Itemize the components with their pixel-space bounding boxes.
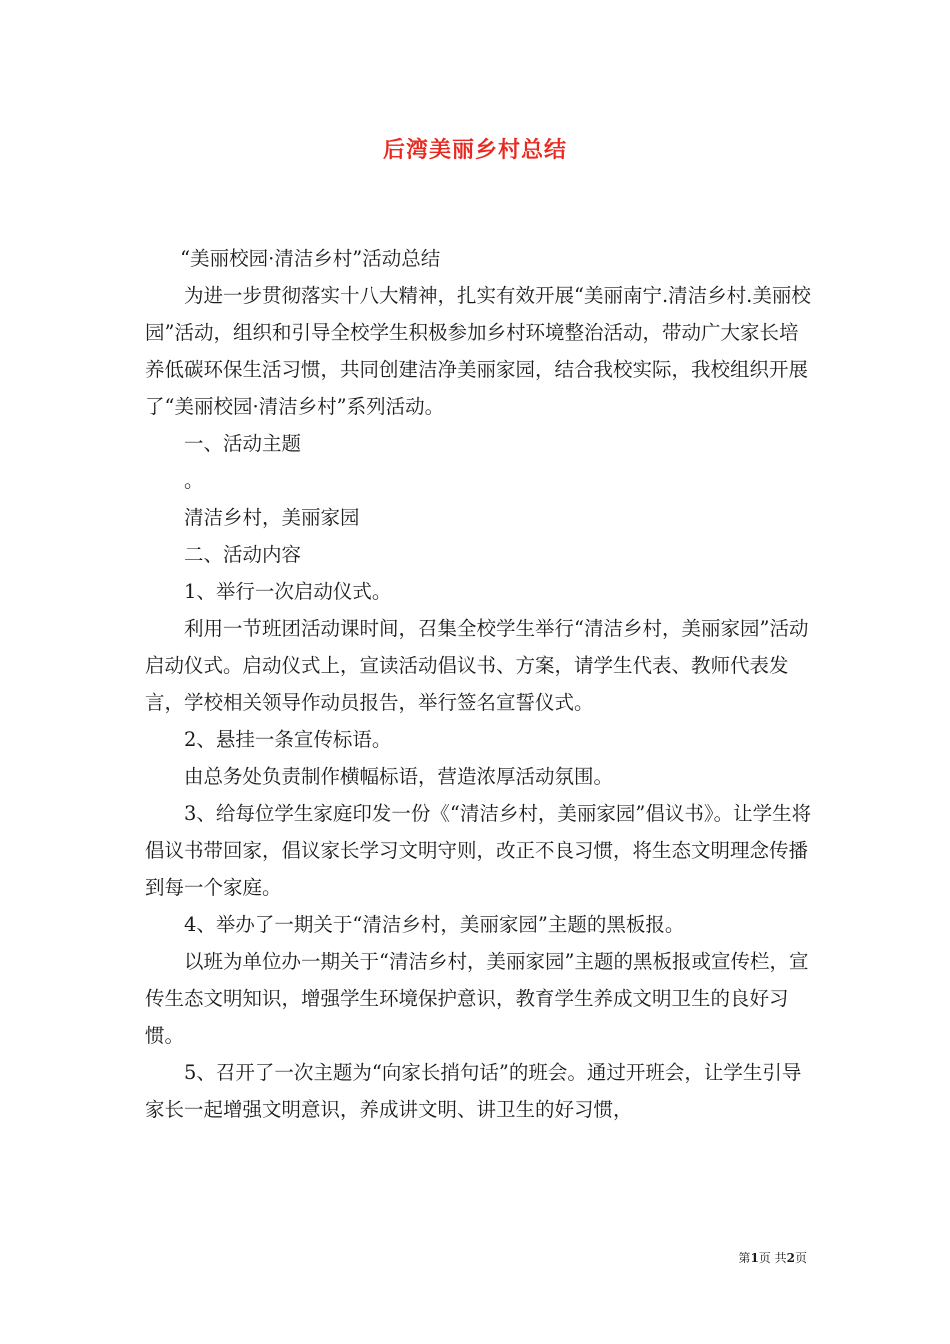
item-3: 3、给每位学生家庭印发一份《“清洁乡村，美丽家园”倡议书》。让学生将倡议书带回家，倡议家长学习文明守则，改正不良习惯，将生态文明理念传播到每一个家庭。	[145, 802, 812, 899]
intro-paragraph: 为进一步贯彻落实十八大精神，扎实有效开展“美丽南宁.清洁乡村.美丽校园”活动，组织和引导全校学生积极参加乡村环境整治活动，带动广大家长培养低碳环保生活习惯，共同创建洁净美丽家园，结合我校实际，我校组织开展了“美丽校园·清洁乡村”系列活动。	[145, 284, 811, 418]
current-page-number: 1	[750, 1251, 759, 1265]
total-page-number: 2	[786, 1251, 795, 1265]
item-heading-1: 1、举行一次启动仪式。	[184, 580, 392, 603]
stray-punctuation: 。	[184, 469, 204, 492]
item-body-1: 利用一节班团活动课时间，召集全校学生举行“清洁乡村，美丽家园”活动启动仪式。启动仪式上，宣读活动倡议书、方案，请学生代表、教师代表发言，学校相关领导作动员报告，举行签名宣誓仪式。	[145, 617, 809, 714]
footer-prefix: 第	[738, 1251, 751, 1265]
section-heading-content: 二、活动内容	[184, 543, 302, 566]
item-heading-2: 2、悬挂一条宣传标语。	[184, 728, 392, 751]
theme-text: 清洁乡村，美丽家园	[184, 506, 360, 529]
document-body	[145, 240, 813, 1128]
footer-middle: 页 共	[758, 1251, 787, 1265]
item-heading-4: 4、举办了一期关于“清洁乡村，美丽家园”主题的黑板报。	[184, 913, 685, 936]
item-body-2: 由总务处负责制作横幅标语，营造浓厚活动氛围。	[184, 765, 614, 788]
page-number-footer	[738, 1249, 807, 1266]
item-body-4: 以班为单位办一期关于“清洁乡村，美丽家园”主题的黑板报或宣传栏，宣传生态文明知识，增强学生环境保护意识，教育学生养成文明卫生的良好习惯。	[145, 950, 809, 1047]
item-5: 5、召开了一次主题为“向家长捎句话”的班会。通过开班会，让学生引导家长一起增强文明意识，养成讲文明、讲卫生的好习惯，	[145, 1061, 802, 1121]
document-title: 后湾美丽乡村总结	[382, 138, 567, 163]
document-subtitle: “美丽校园·清洁乡村”活动总结	[180, 247, 441, 270]
footer-suffix: 页	[794, 1251, 807, 1265]
section-heading-theme: 一、活动主题	[184, 432, 302, 455]
